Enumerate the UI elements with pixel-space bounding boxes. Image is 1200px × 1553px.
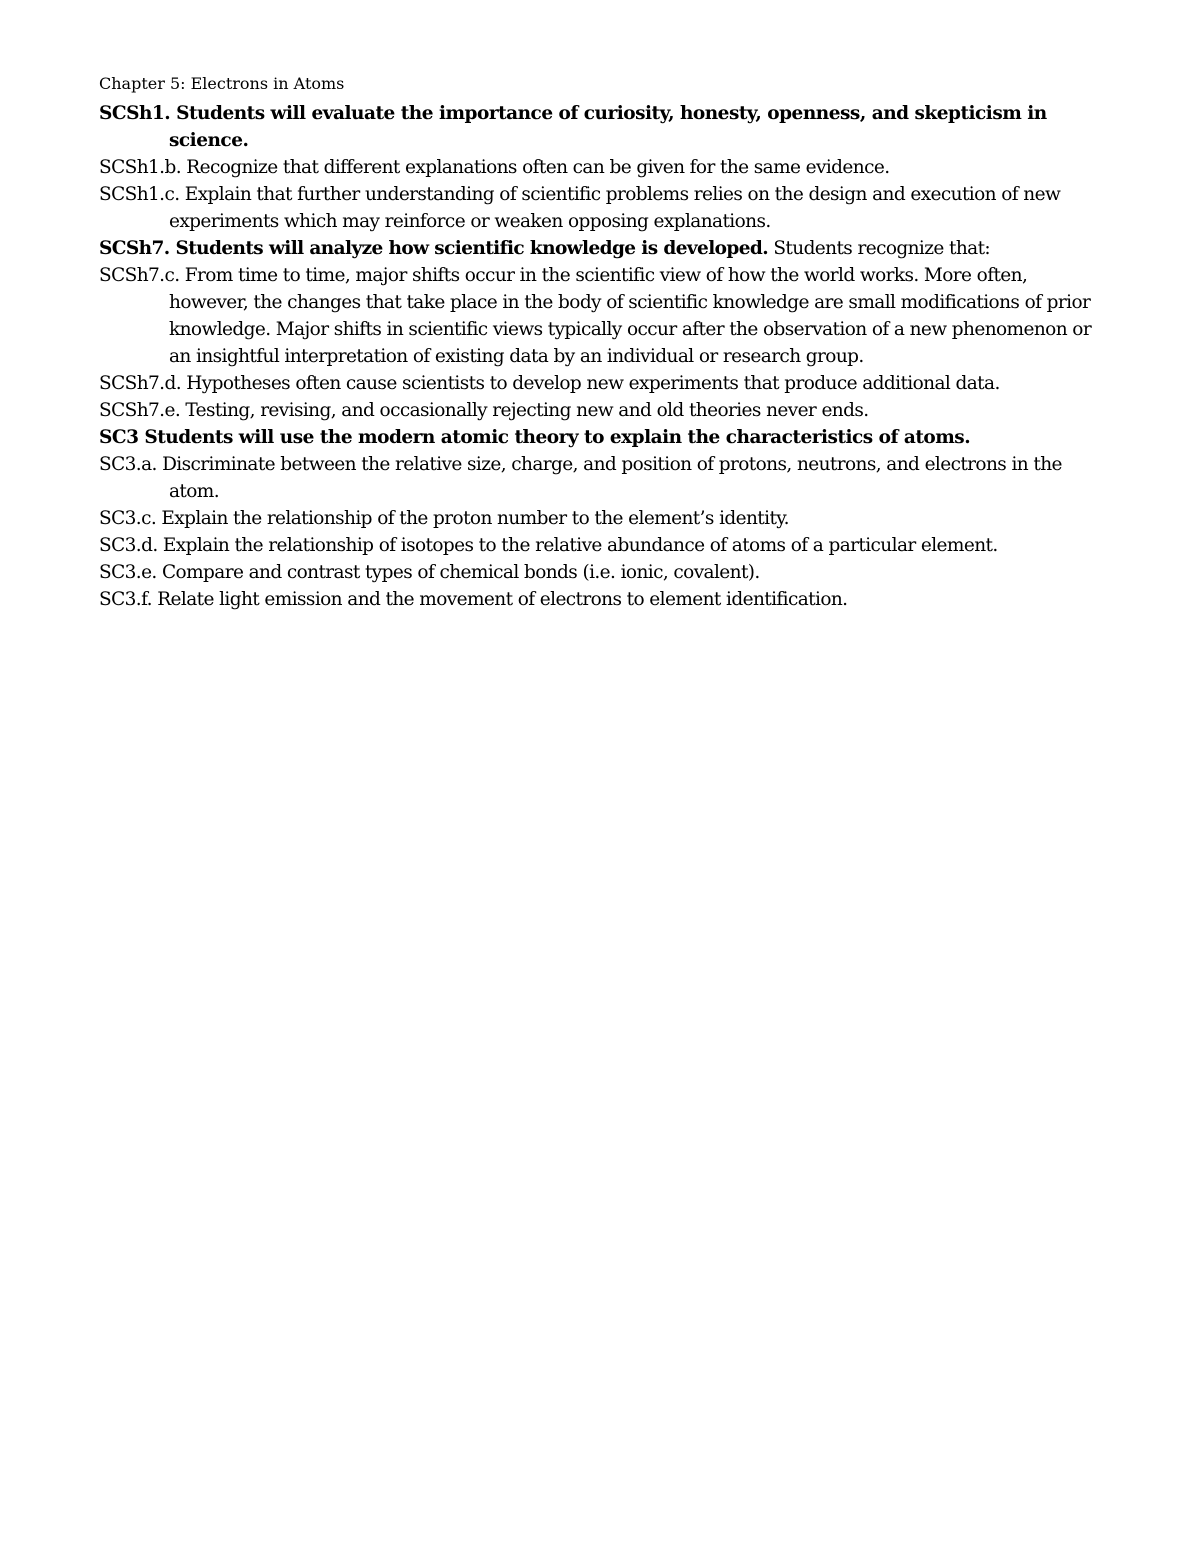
standard-sc3-c: SC3.c. Explain the relationship of the proton number to the element’s identity. [99,508,789,529]
standard-scsh7-heading: SCSh7. Students will analyze how scientific knowledge is developed. [99,238,769,259]
document-body [99,72,1111,613]
standard-sc3-a: SC3.a. Discriminate between the relative size, charge, and position of protons, neutrons, and electrons in the atom. [99,454,1062,502]
standard-scsh1-c: SCSh1.c. Explain that further understanding of scientific problems relies on the design and execution of new experiments which may reinforce or weaken opposing explanations. [99,184,1061,232]
standard-scsh1: SCSh1. Students will evaluate the importance of curiosity, honesty, openness, and skepticism in science. [99,103,1047,151]
standard-scsh7-intro: Students recognize that: [768,238,991,259]
standard-sc3-f: SC3.f. Relate light emission and the movement of electrons to element identification. [99,589,848,610]
standard-sc3: SC3 Students will use the modern atomic theory to explain the characteristics of atoms. [99,427,971,448]
standard-scsh7-e: SCSh7.e. Testing, revising, and occasionally rejecting new and old theories never ends. [99,400,869,421]
standard-scsh7 [99,235,1111,262]
standard-scsh7-c: SCSh7.c. From time to time, major shifts occur in the scientific view of how the world works. More often, however, the changes that take place in the body of scientific knowledge are small modifications of prior knowledge. Major shifts in scientific views typically occur after the observation of a new phenomenon or an insightful interpretation of existing data by an individual or research group. [99,265,1092,367]
document-title: Chapter 5: Electrons in Atoms [99,74,345,93]
standard-scsh1-b: SCSh1.b. Recognize that different explanations often can be given for the same evidence. [99,157,890,178]
standard-sc3-d: SC3.d. Explain the relationship of isotopes to the relative abundance of atoms of a particular element. [99,535,998,556]
standard-scsh7-d: SCSh7.d. Hypotheses often cause scientists to develop new experiments that produce additional data. [99,373,1000,394]
standard-sc3-e: SC3.e. Compare and contrast types of chemical bonds (i.e. ionic, covalent). [99,562,760,583]
